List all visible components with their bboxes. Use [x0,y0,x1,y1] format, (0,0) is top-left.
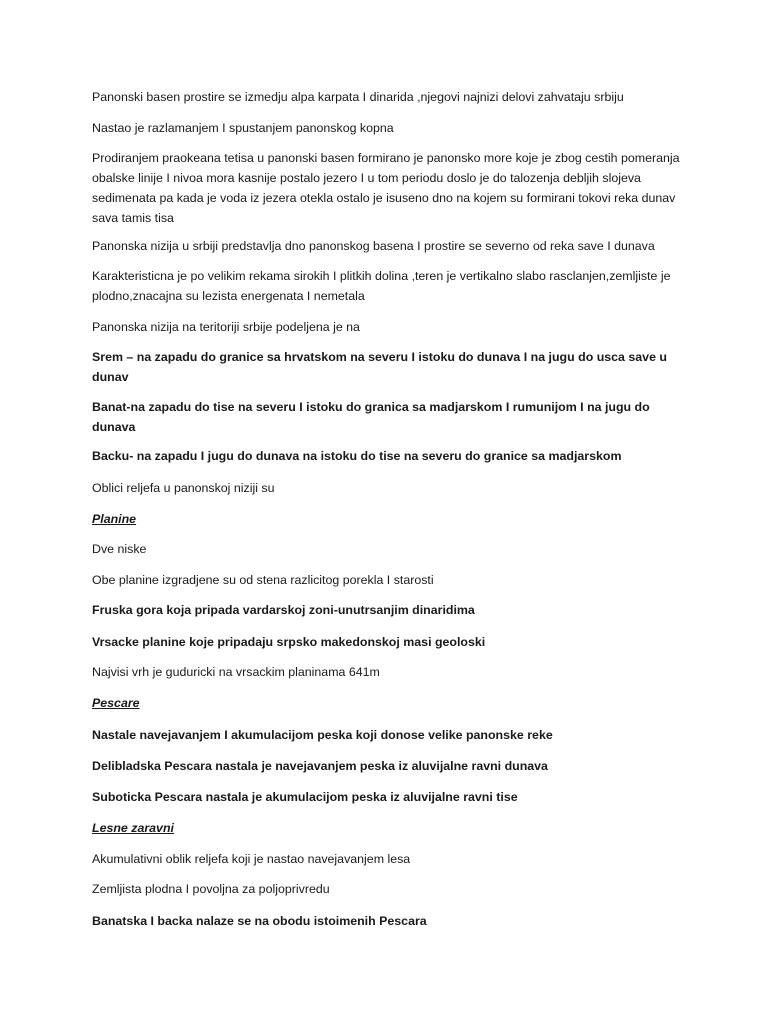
paragraph: Zemljista plodna I povoljna za poljoprivredu [92,882,330,896]
paragraph: Vrsacke planine koje pripadaju srpsko makedonskoj masi geoloski [92,635,486,649]
paragraph: Panonska nizija na teritoriji srbije podeljena je na [92,320,360,334]
section-heading-pescare: Pescare [92,696,140,710]
paragraph: Panonska nizija u srbiji predstavlja dno panonskog basena I prostire se severno od reka save I dunava [92,239,655,253]
paragraph: Banatska I backa nalaze se na obodu istoimenih Pescara [92,914,427,928]
paragraph-banat: Banat-na zapadu do tise na severu I istoku do granica sa madjarskom I rumunijom I na jugu do dunava [92,400,650,434]
paragraph: Fruska gora koja pripada vardarskoj zoni-unutrsanjim dinaridima [92,603,475,617]
paragraph: Dve niske [92,542,147,556]
paragraph: Karakteristicna je po velikim rekama sirokih I plitkih dolina ,teren je vertikalno slabo rasclanjen,zemljiste je plodno,znacajna su lezista energenata I nemetala [92,269,671,303]
paragraph-backa: Backu- na zapadu I jugu do dunava na istoku do tise na severu do granice sa madjarskom [92,449,622,463]
section-heading-lesne-zaravni: Lesne zaravni [92,821,174,835]
section-heading-planine: Planine [92,512,137,526]
paragraph: Oblici reljefa u panonskoj niziji su [92,481,275,495]
paragraph: Nastale navejavanjem I akumulacijom peska koji donose velike panonske reke [92,728,553,742]
paragraph-srem: Srem – na zapadu do granice sa hrvatskom na severu I istoku do dunava I na jugu do usca save u dunav [92,350,667,384]
paragraph: Najvisi vrh je guduricki na vrsackim planinama 641m [92,665,380,679]
paragraph: Nastao je razlamanjem I spustanjem panonskog kopna [92,121,394,135]
paragraph: Panonski basen prostire se izmedju alpa karpata I dinarida ,njegovi najnizi delovi zahvataju srbiju [92,90,624,104]
paragraph: Akumulativni oblik reljefa koji je nastao navejavanjem lesa [92,852,411,866]
paragraph: Delibladska Pescara nastala je navejavanjem peska iz aluvijalne ravni dunava [92,759,548,773]
paragraph: Suboticka Pescara nastala je akumulacijom peska iz aluvijalne ravni tise [92,790,518,804]
paragraph: Prodiranjem praokeana tetisa u panonski basen formirano je panonsko more koje je zbog cestih pomeranja obalske linije I nivoa mora kasnije postalo jezero I u tom periodu doslo je do talozenja debljih slojeva sedimenata pa kada je voda iz jezera otekla ostalo je isuseno dno na kojem su formirani tokovi reka dunav sava tamis tisa [92,151,680,225]
paragraph: Obe planine izgradjene su od stena razlicitog porekla I starosti [92,573,434,587]
